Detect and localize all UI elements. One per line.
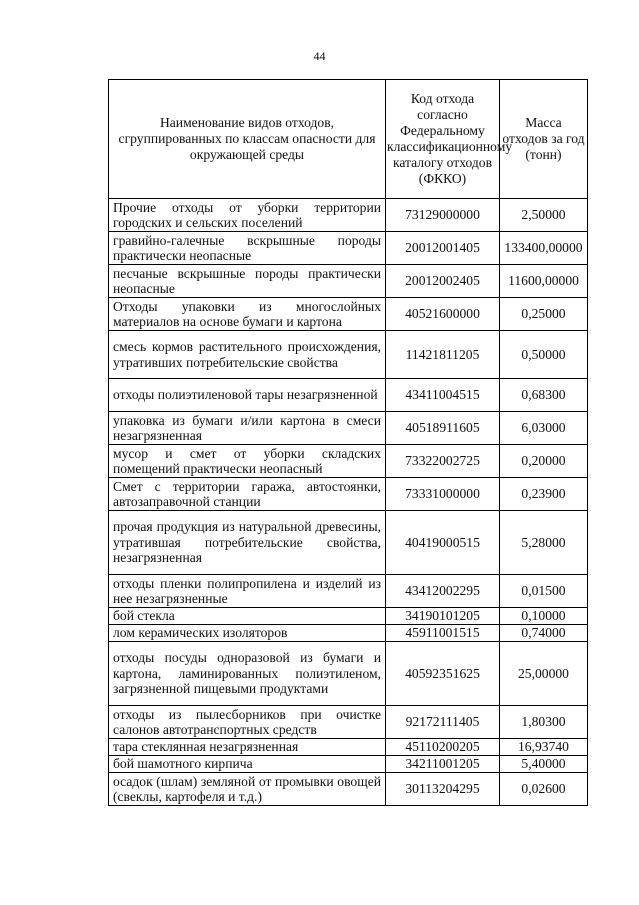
table-row — [109, 232, 588, 265]
fkko-code-cell: 40419000515 — [386, 511, 500, 575]
table-row — [109, 575, 588, 608]
table-row — [109, 199, 588, 232]
header-row — [109, 80, 588, 199]
waste-name-cell: отходы посуды одноразовой из бумаги и картона, ламинированных полиэтиленом, загрязненной пищевыми продуктами — [109, 642, 386, 706]
annual-mass-cell: 2,50000 — [500, 199, 588, 232]
table-row — [109, 642, 588, 706]
waste-name-cell: Смет с территории гаража, автостоянки, автозаправочной станции — [109, 478, 386, 511]
waste-name-cell: Прочие отходы от уборки территории городских и сельских поселений — [109, 199, 386, 232]
waste-name-cell: мусор и смет от уборки складских помещений практически неопасный — [109, 445, 386, 478]
fkko-code-cell: 43412002295 — [386, 575, 500, 608]
waste-name-cell: лом керамических изоляторов — [109, 625, 386, 642]
fkko-code-cell: 20012001405 — [386, 232, 500, 265]
table-row — [109, 756, 588, 773]
fkko-code-cell: 20012002405 — [386, 265, 500, 298]
annual-mass-cell: 0,10000 — [500, 608, 588, 625]
annual-mass-cell: 0,74000 — [500, 625, 588, 642]
waste-name-cell: смесь кормов растительного происхождения, утративших потребительские свойства — [109, 331, 386, 379]
table-row — [109, 298, 588, 331]
fkko-code-cell: 30113204295 — [386, 773, 500, 806]
waste-table — [108, 79, 588, 806]
annual-mass-cell: 1,80300 — [500, 706, 588, 739]
table-header — [109, 80, 588, 199]
annual-mass-cell: 16,93740 — [500, 739, 588, 756]
fkko-code-cell: 11421811205 — [386, 331, 500, 379]
waste-name-cell: осадок (шлам) земляной от промывки овощей (свеклы, картофеля и т.д.) — [109, 773, 386, 806]
annual-mass-cell: 0,02600 — [500, 773, 588, 806]
table-row — [109, 706, 588, 739]
waste-name-cell: бой стекла — [109, 608, 386, 625]
annual-mass-cell: 133400,00000 — [500, 232, 588, 265]
fkko-code-cell: 40521600000 — [386, 298, 500, 331]
waste-name-cell: отходы из пылесборников при очистке салонов автотранспортных средств — [109, 706, 386, 739]
fkko-code-cell: 40592351625 — [386, 642, 500, 706]
table-row — [109, 331, 588, 379]
annual-mass-cell: 6,03000 — [500, 412, 588, 445]
fkko-code-cell: 40518911605 — [386, 412, 500, 445]
annual-mass-cell: 25,00000 — [500, 642, 588, 706]
annual-mass-cell: 0,68300 — [500, 379, 588, 412]
table-row — [109, 478, 588, 511]
waste-name-cell: тара стеклянная незагрязненная — [109, 739, 386, 756]
fkko-code-cell: 45911001515 — [386, 625, 500, 642]
table-body — [109, 199, 588, 806]
fkko-code-cell: 45110200205 — [386, 739, 500, 756]
annual-mass-cell: 0,25000 — [500, 298, 588, 331]
table-row — [109, 773, 588, 806]
table-row — [109, 739, 588, 756]
annual-mass-cell: 0,20000 — [500, 445, 588, 478]
waste-name-cell: упаковка из бумаги и/или картона в смеси незагрязненная — [109, 412, 386, 445]
waste-name-cell: Отходы упаковки из многослойных материалов на основе бумаги и картона — [109, 298, 386, 331]
waste-name-cell: гравийно-галечные вскрышные породы практически неопасные — [109, 232, 386, 265]
fkko-code-cell: 34211001205 — [386, 756, 500, 773]
waste-name-cell: отходы пленки полипропилена и изделий из нее незагрязненные — [109, 575, 386, 608]
fkko-code-cell: 43411004515 — [386, 379, 500, 412]
page-number: 44 — [313, 49, 326, 63]
waste-name-cell: отходы полиэтиленовой тары незагрязненной — [109, 379, 386, 412]
table-row — [109, 608, 588, 625]
fkko-code-cell: 34190101205 — [386, 608, 500, 625]
table-row — [109, 445, 588, 478]
table-row — [109, 511, 588, 575]
header-fkko-code: Код отхода согласно Федеральному классификационному каталогу отходов (ФККО) — [386, 80, 500, 199]
annual-mass-cell: 5,28000 — [500, 511, 588, 575]
fkko-code-cell: 92172111405 — [386, 706, 500, 739]
annual-mass-cell: 0,50000 — [500, 331, 588, 379]
annual-mass-cell: 11600,00000 — [500, 265, 588, 298]
table-row — [109, 625, 588, 642]
fkko-code-cell: 73331000000 — [386, 478, 500, 511]
table-row — [109, 265, 588, 298]
annual-mass-cell: 5,40000 — [500, 756, 588, 773]
table-row — [109, 412, 588, 445]
annual-mass-cell: 0,01500 — [500, 575, 588, 608]
fkko-code-cell: 73322002725 — [386, 445, 500, 478]
header-annual-mass: Масса отходов за год (тонн) — [500, 80, 588, 199]
waste-name-cell: бой шамотного кирпича — [109, 756, 386, 773]
waste-name-cell: песчаные вскрышные породы практически неопасные — [109, 265, 386, 298]
fkko-code-cell: 73129000000 — [386, 199, 500, 232]
annual-mass-cell: 0,23900 — [500, 478, 588, 511]
table-row — [109, 379, 588, 412]
waste-name-cell: прочая продукция из натуральной древесины, утратившая потребительские свойства, незагрязненная — [109, 511, 386, 575]
header-waste-name: Наименование видов отходов, сгруппированных по классам опасности для окружающей среды — [109, 80, 386, 199]
